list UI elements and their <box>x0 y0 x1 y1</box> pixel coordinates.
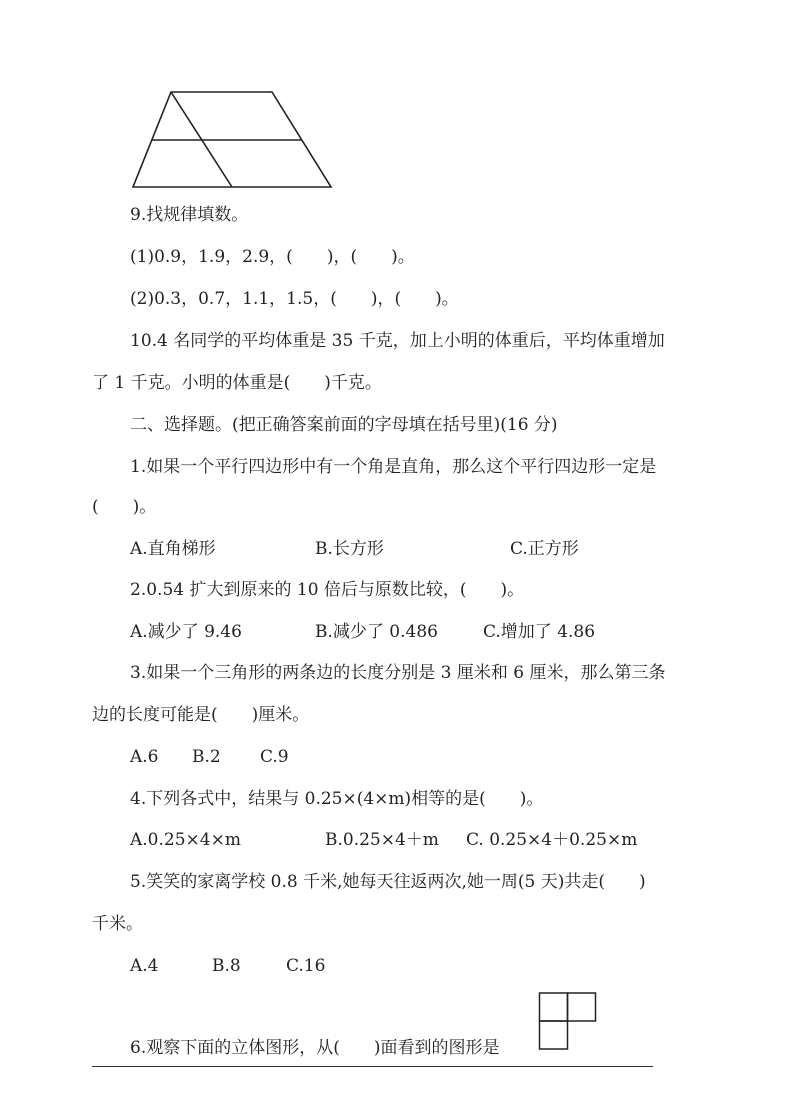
c2-option-b: B.减少了 0.486 <box>315 622 438 642</box>
c4-option-c: C. 0.25×4＋0.25×m <box>466 830 638 850</box>
c4-stem: 4.下列各式中，结果与 0.25×(4×m)相等的是( )。 <box>130 789 544 809</box>
c3-option-b: B.2 <box>192 747 221 767</box>
c3-option-c: C.9 <box>260 747 289 767</box>
c5-line1: 5.笑笑的家离学校 0.8 千米,她每天往返两次,她一周(5 天)共走( ) <box>130 872 646 892</box>
c2-option-a: A.减少了 9.46 <box>130 622 242 642</box>
q10-line1: 10.4 名同学的平均体重是 35 千克，加上小明的体重后，平均体重增加 <box>130 331 665 351</box>
c3-option-a: A.6 <box>130 747 159 767</box>
q10-line2: 了 1 千克。小明的体重是( )千克。 <box>92 373 382 393</box>
q9-title: 9.找规律填数。 <box>130 205 249 225</box>
view-shape-figure <box>538 991 598 1053</box>
c1-option-a: A.直角梯形 <box>130 539 216 559</box>
c3-line2: 边的长度可能是( )厘米。 <box>92 705 310 725</box>
c6-stem: 6.观察下面的立体图形，从( )面看到的图形是 <box>130 1038 500 1058</box>
c5-option-c: C.16 <box>286 956 326 976</box>
c5-option-a: A.4 <box>130 956 159 976</box>
c1-line1: 1.如果一个平行四边形中有一个角是直角，那么这个平行四边形一定是 <box>130 457 657 477</box>
c1-option-c: C.正方形 <box>510 539 579 559</box>
q9-part1: (1)0.9，1.9，2.9，( )，( )。 <box>130 247 415 267</box>
c5-option-b: B.8 <box>212 956 241 976</box>
section2-heading: 二、选择题。(把正确答案前面的字母填在括号里)(16 分) <box>130 415 558 435</box>
q9-part2: (2)0.3，0.7，1.1，1.5，( )，( )。 <box>130 289 459 309</box>
trapezoid-figure <box>130 88 336 192</box>
c2-option-c: C.增加了 4.86 <box>483 622 596 642</box>
bottom-rule <box>92 1066 653 1067</box>
c5-line2: 千米。 <box>92 914 143 934</box>
c4-option-b: B.0.25×4＋m <box>325 830 439 850</box>
c3-line1: 3.如果一个三角形的两条边的长度分别是 3 厘米和 6 厘米，那么第三条 <box>130 663 666 683</box>
c4-option-a: A.0.25×4×m <box>130 830 241 850</box>
c1-option-b: B.长方形 <box>315 539 384 559</box>
c2-stem: 2.0.54 扩大到原来的 10 倍后与原数比较，( )。 <box>130 580 525 600</box>
c1-line2: ( )。 <box>92 497 157 517</box>
